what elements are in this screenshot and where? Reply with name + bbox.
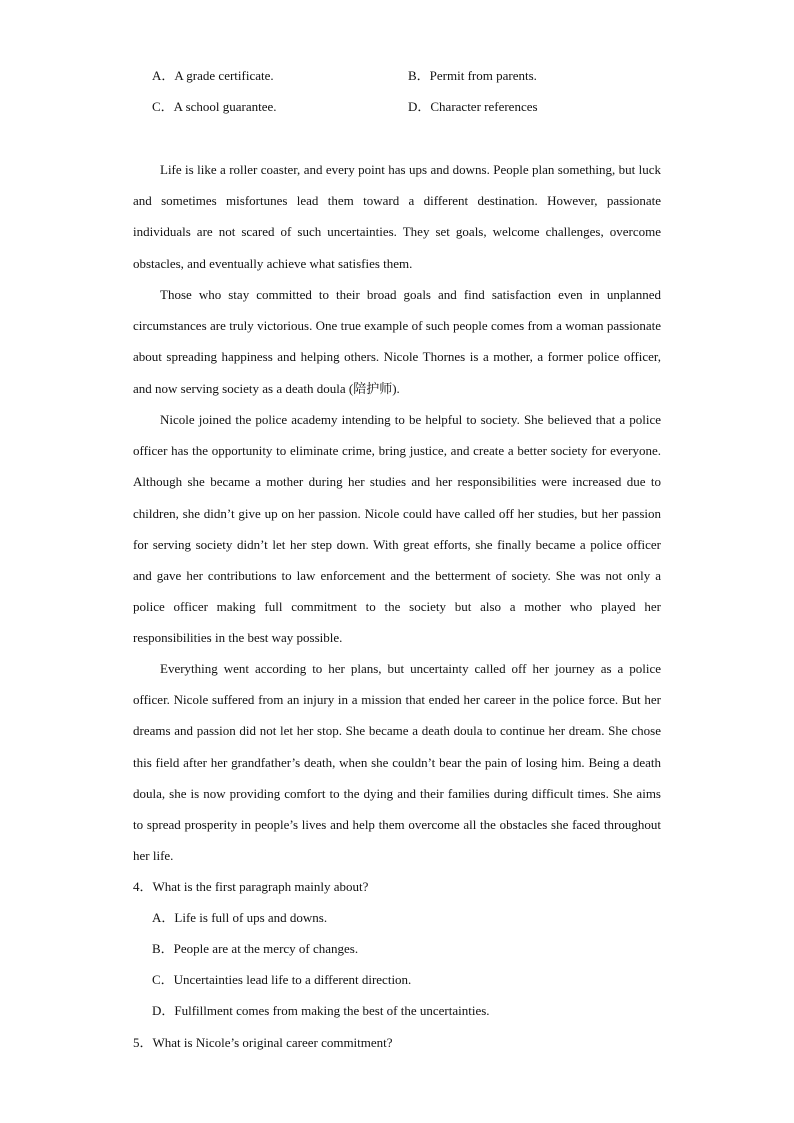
question-4-option-d: D．Fulfillment comes from making the best of the uncertainties.	[152, 1003, 490, 1018]
passage-paragraph-1: Life is like a roller coaster, and every point has ups and downs. People plan something, but luck and sometimes misfortunes lead them toward a different destination. However, passionate individuals are not scared of such uncertainties. They set goals, welcome challenges, overcome obstacles, and eventually achieve what satisfies them.	[133, 162, 661, 271]
question-4-option-c: C．Uncertainties lead life to a different direction.	[152, 972, 412, 987]
prev-options-row-2	[152, 97, 672, 117]
question-5-stem: 5．What is Nicole’s original career commitment?	[133, 1035, 393, 1050]
option-b: B．Permit from parents.	[408, 68, 537, 83]
passage-paragraph-4: Everything went according to her plans, but uncertainty called off her journey as a police officer. Nicole suffered from an injury in a mission that ended her career in the police force. But her dreams and passion did not let her stop. She became a death doula to continue her dream. She chose this field after her grandfather’s death, when she couldn’t bear the pain of losing him. Being a death doula, she is now providing comfort to the dying and their families during difficult times. She aims to spread prosperity in people’s lives and help them overcome all the obstacles she faced throughout her life.	[133, 661, 661, 864]
option-c: C．A school guarantee.	[152, 99, 277, 114]
question-4-option-b: B．People are at the mercy of changes.	[152, 941, 359, 956]
option-d: D．Character references	[408, 99, 538, 114]
prev-options-row-1	[152, 66, 672, 86]
question-4-stem: 4．What is the first paragraph mainly about?	[133, 879, 369, 894]
passage-paragraph-2: Those who stay committed to their broad goals and find satisfaction even in unplanned circumstances are truly victorious. One true example of such people comes from a woman passionate about spreading happiness and helping others. Nicole Thornes is a mother, a former police officer, and now serving society as a death doula (陪护师).	[133, 287, 661, 396]
question-4-option-a: A．Life is full of ups and downs.	[152, 910, 328, 925]
option-a: A．A grade certificate.	[152, 68, 274, 83]
passage-paragraph-3: Nicole joined the police academy intending to be helpful to society. She believed that a police officer has the opportunity to eliminate crime, bring justice, and create a better society for everyone. Although she became a mother during her studies and her responsibilities were increased due to children, she didn’t give up on her passion. Nicole could have called off her studies, but her passion for serving society didn’t let her step down. With great efforts, she finally became a police officer and gave her contributions to law enforcement and the betterment of society. She was not only a police officer making full commitment to the society but also a mother who played her responsibilities in the best way possible.	[133, 412, 661, 646]
